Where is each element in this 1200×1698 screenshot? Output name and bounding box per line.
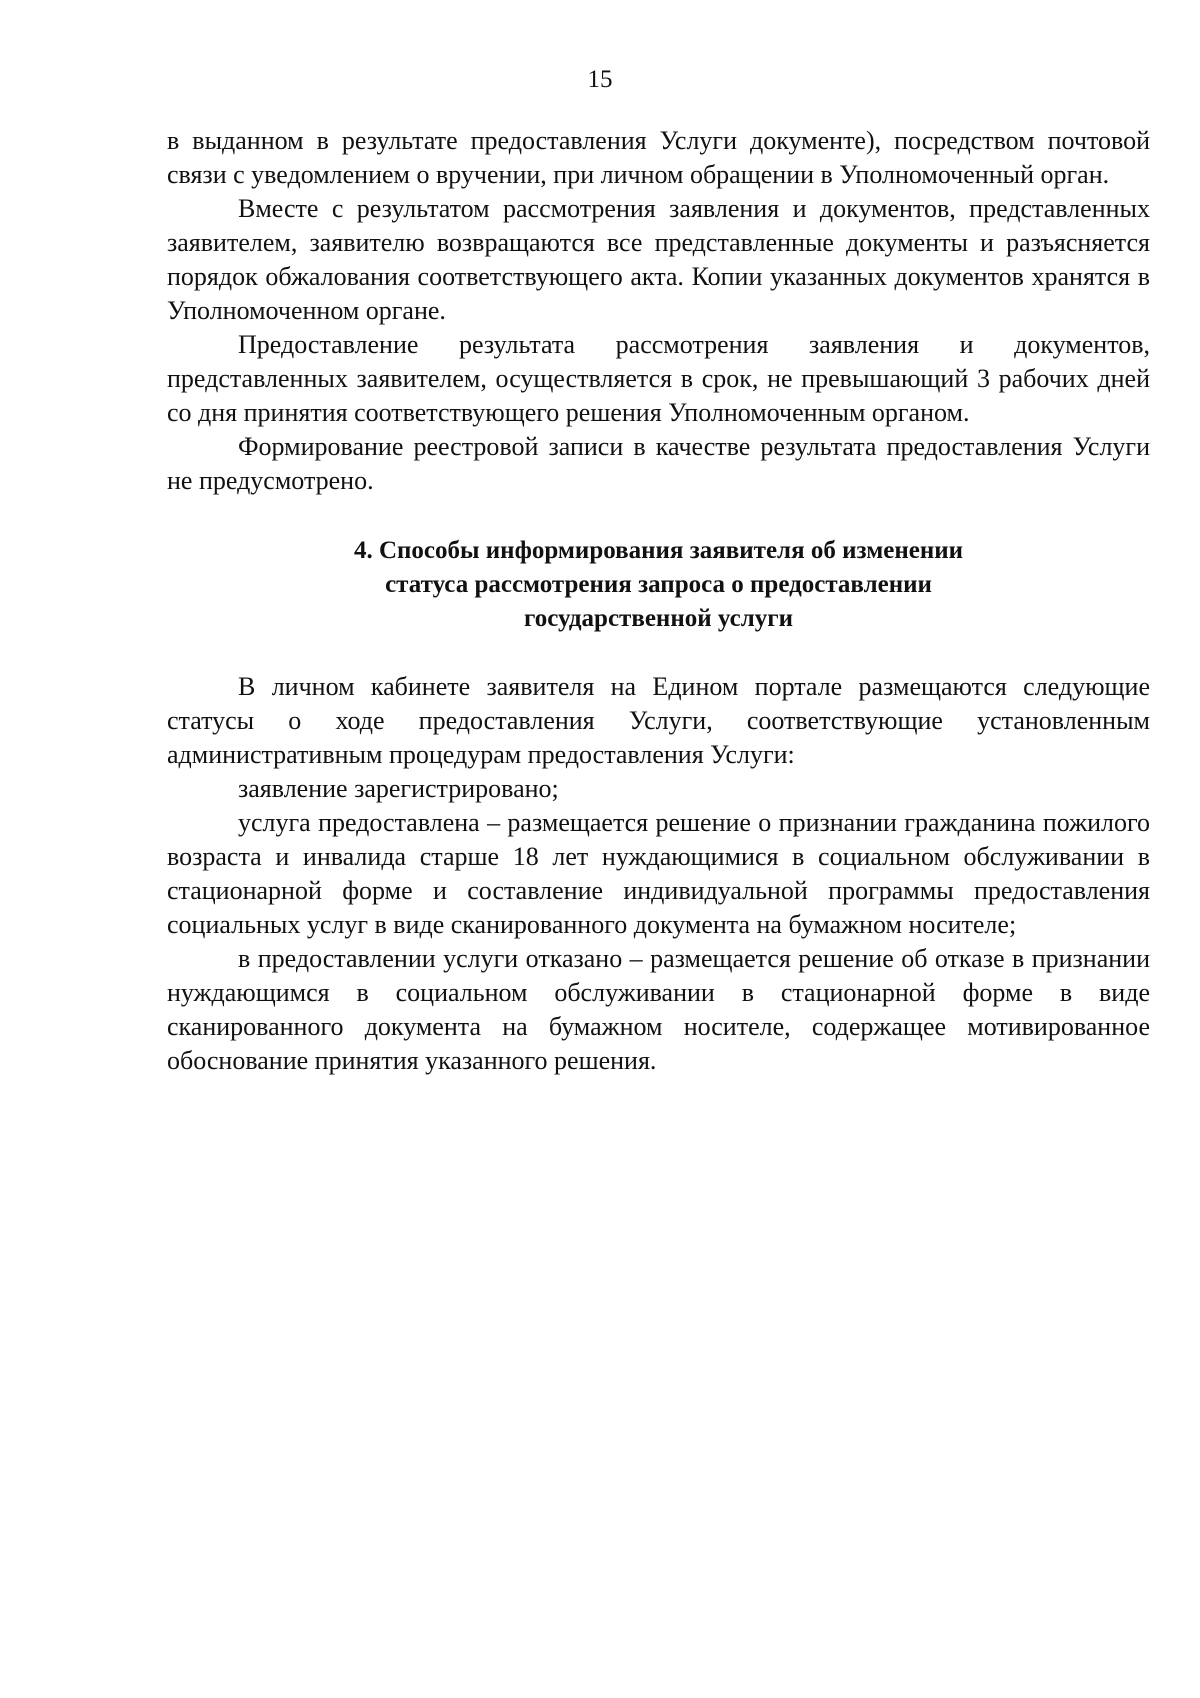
- section-heading: [167, 534, 1150, 636]
- page-number: 15: [587, 66, 613, 93]
- paragraph-registry-record: Формирование реестровой записи в качестве результата предоставления Услуги не предусмотрено.: [167, 432, 1150, 495]
- paragraph-status-registered: заявление зарегистрировано;: [238, 774, 559, 803]
- paragraph-status-refused: в предоставлении услуги отказано – размещается решение об отказе в признании нуждающимся в социальном обслуживании в стационарной форме в виде сканированного документа на бумажном носителе, содержащее мотивированное обоснование принятия указанного решения.: [167, 944, 1150, 1075]
- section-heading-line: 4. Способы информирования заявителя об изменении: [353, 537, 964, 564]
- paragraph-result-term: Предоставление результата рассмотрения заявления и документов, представленных заявителем, осуществляется в срок, не превышающий 3 рабочих дней со дня принятия соответствующего решения Уполномоченным органом.: [167, 330, 1150, 427]
- paragraph-continuation: в выданном в результате предоставления Услуги документе), посредством почтовой связи с уведомлением о вручении, при личном обращении в Уполномоченный орган.: [167, 126, 1150, 189]
- paragraph-status-provided: услуга предоставлена – размещается решение о признании гражданина пожилого возраста и инвалида старше 18 лет нуждающимися в социальном обслуживании в стационарной форме и составление индивидуальной программы предоставления социальных услуг в виде сканированного документа на бумажном носителе;: [167, 808, 1150, 939]
- paragraph-statuses-intro: В личном кабинете заявителя на Едином портале размещаются следующие статусы о ходе предоставления Услуги, соответствующие установленным административным процедурам предоставления Услуги:: [167, 672, 1150, 769]
- paragraph-return-documents: Вместе с результатом рассмотрения заявления и документов, представленных заявителем, заявителю возвращаются все представленные документы и разъясняется порядок обжалования соответствующего акта. Копии указанных документов хранятся в Уполномоченном органе.: [167, 194, 1150, 325]
- page-content: [167, 124, 1150, 1078]
- section-heading-line: статуса рассмотрения запроса о предоставлении: [385, 571, 932, 598]
- continuation-block: [167, 124, 1150, 498]
- section-heading-line: государственной услуги: [523, 605, 794, 632]
- section-body: [167, 670, 1150, 1078]
